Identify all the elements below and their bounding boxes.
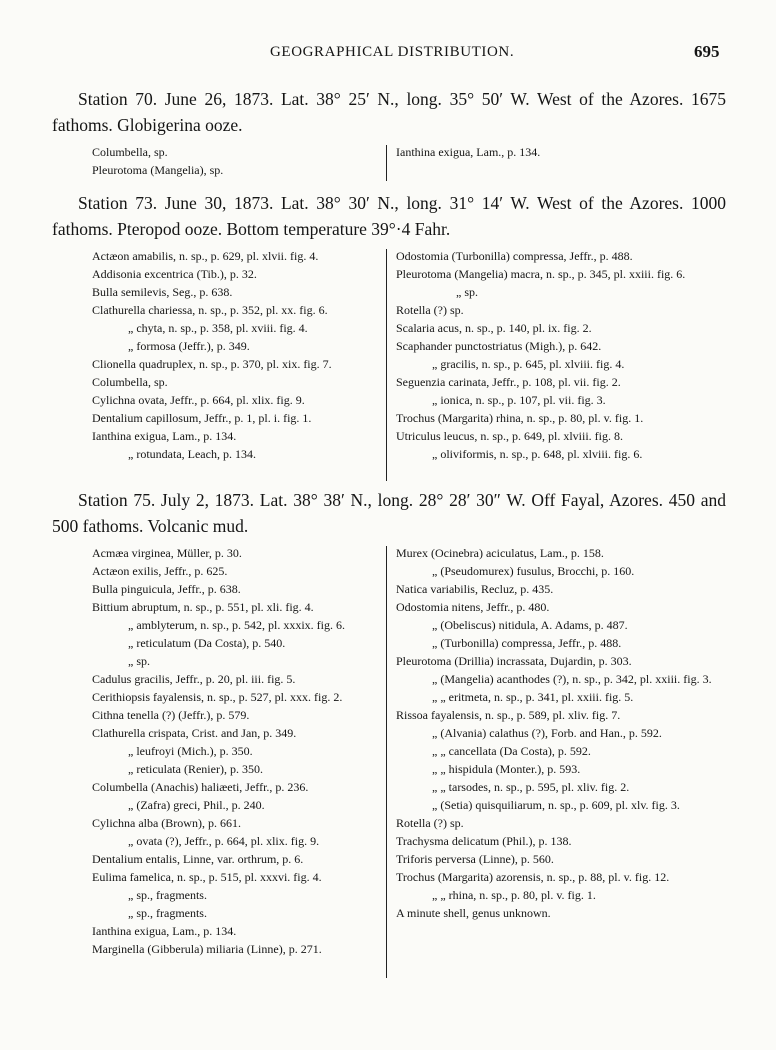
species-entry: Pleurotoma (Mangelia) macra, n. sp., p. 345, pl. xxiii. fig. 6. [396, 267, 686, 281]
species-entry: Cerithiopsis fayalensis, n. sp., p. 527, pl. xxx. fig. 2. [92, 690, 343, 704]
species-entry: Bittium abruptum, n. sp., p. 551, pl. xli. fig. 4. [92, 600, 314, 614]
species-entry: „ amblyterum, n. sp., p. 542, pl. xxxix. fig. 6. [128, 618, 345, 632]
species-entry: „ „ tarsodes, n. sp., p. 595, pl. xliv. fig. 2. [432, 780, 630, 794]
species-entry: Odostomia nitens, Jeffr., p. 480. [396, 600, 550, 614]
station-heading: Station 75. July 2, 1873. Lat. 38° 38′ N., long. 28° 28′ 30″ W. Off Fayal, Azores. 450 and 500 fathoms. Volcanic mud. [52, 490, 726, 536]
species-entry: Cylichna ovata, Jeffr., p. 664, pl. xlix. fig. 9. [92, 393, 305, 407]
species-entry: Clionella quadruplex, n. sp., p. 370, pl. xix. fig. 7. [92, 357, 332, 371]
species-entry: Columbella, sp. [92, 145, 168, 159]
species-entry: „ oliviformis, n. sp., p. 648, pl. xlviii. fig. 6. [432, 447, 643, 461]
species-entry: „ (Pseudomurex) fusulus, Brocchi, p. 160. [432, 564, 635, 578]
column-divider [386, 249, 387, 481]
right-column [396, 143, 726, 161]
column-divider [386, 145, 387, 181]
species-entry: Addisonia excentrica (Tib.), p. 32. [92, 267, 257, 281]
station-heading: Station 73. June 30, 1873. Lat. 38° 30′ N., long. 31° 14′ W. West of the Azores. 1000 fathoms. Pteropod ooze. Bottom temperature 39°·4 Fahr. [52, 193, 726, 239]
species-entry: Murex (Ocinebra) aciculatus, Lam., p. 158. [396, 546, 604, 560]
page-header [0, 44, 776, 70]
species-entry: „ (Alvania) calathus (?), Forb. and Han., p. 592. [432, 726, 662, 740]
right-column [396, 544, 726, 922]
species-entry: Acmæa virginea, Müller, p. 30. [92, 546, 242, 560]
species-entry: „ (Turbonilla) compressa, Jeffr., p. 488. [432, 636, 622, 650]
species-entry: Rotella (?) sp. [396, 303, 464, 317]
species-entry: Columbella, sp. [92, 375, 168, 389]
species-entry: Actæon exilis, Jeffr., p. 625. [92, 564, 228, 578]
species-entry: Marginella (Gibberula) miliaria (Linne), p. 271. [92, 942, 322, 956]
species-entry: Ianthina exigua, Lam., p. 134. [92, 429, 237, 443]
species-entry: Pleurotoma (Mangelia), sp. [92, 163, 224, 177]
station-heading: Station 70. June 26, 1873. Lat. 38° 25′ N., long. 35° 50′ W. West of the Azores. 1675 fathoms. Globigerina ooze. [52, 89, 726, 135]
species-entry: Utriculus leucus, n. sp., p. 649, pl. xlviii. fig. 8. [396, 429, 623, 443]
species-entry: „ chyta, n. sp., p. 358, pl. xviii. fig. 4. [128, 321, 308, 335]
species-entry: „ formosa (Jeffr.), p. 349. [128, 339, 250, 353]
species-entry: Columbella (Anachis) haliæeti, Jeffr., p. 236. [92, 780, 309, 794]
station-75-section [0, 487, 776, 956]
species-entry: Bulla pinguicula, Jeffr., p. 638. [92, 582, 241, 596]
station-70-section [0, 86, 776, 177]
species-entry: Clathurella crispata, Crist. and Jan, p. 349. [92, 726, 297, 740]
species-entry: „ sp., fragments. [128, 906, 207, 920]
species-entry: „ leufroyi (Mich.), p. 350. [128, 744, 253, 758]
species-entry: Clathurella chariessa, n. sp., p. 352, pl. xx. fig. 6. [92, 303, 328, 317]
species-entry: Actæon amabilis, n. sp., p. 629, pl. xlvii. fig. 4. [92, 249, 319, 263]
species-entry: Natica variabilis, Recluz, p. 435. [396, 582, 554, 596]
species-entry: „ (Zafra) greci, Phil., p. 240. [128, 798, 265, 812]
species-entry: Trachysma delicatum (Phil.), p. 138. [396, 834, 572, 848]
species-entry: Triforis perversa (Linne), p. 560. [396, 852, 554, 866]
species-entry: „ ionica, n. sp., p. 107, pl. vii. fig. 3. [432, 393, 606, 407]
species-entry: „ (Obeliscus) nitidula, A. Adams, p. 487. [432, 618, 628, 632]
species-entry: „ reticulatum (Da Costa), p. 540. [128, 636, 286, 650]
species-entry: „ gracilis, n. sp., p. 645, pl. xlviii. fig. 4. [432, 357, 625, 371]
page-number: 695 [694, 42, 720, 61]
species-entry: „ (Setia) quisquiliarum, n. sp., p. 609, pl. xlv. fig. 3. [432, 798, 680, 812]
species-entry: „ „ eritmeta, n. sp., p. 341, pl. xxiii. fig. 5. [432, 690, 634, 704]
species-entry: Dentalium entalis, Linne, var. orthrum, p. 6. [92, 852, 304, 866]
species-entry: „ „ cancellata (Da Costa), p. 592. [432, 744, 591, 758]
species-entry: „ (Mangelia) acanthodes (?), n. sp., p. 342, pl. xxiii. fig. 3. [432, 672, 712, 686]
species-entry: Cadulus gracilis, Jeffr., p. 20, pl. iii. fig. 5. [92, 672, 296, 686]
species-entry: „ sp. [456, 285, 478, 299]
species-entry: Trochus (Margarita) azorensis, n. sp., p. 88, pl. v. fig. 12. [396, 870, 670, 884]
species-entry: Bulla semilevis, Seg., p. 638. [92, 285, 233, 299]
species-entry: Pleurotoma (Drillia) incrassata, Dujardin, p. 303. [396, 654, 632, 668]
species-entry: „ ovata (?), Jeffr., p. 664, pl. xlix. fig. 9. [128, 834, 320, 848]
species-entry: Scalaria acus, n. sp., p. 140, pl. ix. fig. 2. [396, 321, 592, 335]
left-column [92, 143, 380, 179]
species-entry: „ rotundata, Leach, p. 134. [128, 447, 256, 461]
species-entry: Rissoa fayalensis, n. sp., p. 589, pl. xliv. fig. 7. [396, 708, 621, 722]
running-head: GEOGRAPHICAL DISTRIBUTION. [270, 44, 515, 60]
station-73-section [0, 190, 776, 461]
column-divider [386, 546, 387, 978]
species-entry: Ianthina exigua, Lam., p. 134. [92, 924, 237, 938]
species-entry: Seguenzia carinata, Jeffr., p. 108, pl. vii. fig. 2. [396, 375, 621, 389]
left-column [92, 247, 380, 463]
species-entry: A minute shell, genus unknown. [396, 906, 551, 920]
species-entry: „ „ rhina, n. sp., p. 80, pl. v. fig. 1. [432, 888, 596, 902]
species-entry: Ianthina exigua, Lam., p. 134. [396, 145, 541, 159]
species-entry: Scaphander punctostriatus (Migh.), p. 642. [396, 339, 602, 353]
species-entry: „ reticulata (Renier), p. 350. [128, 762, 263, 776]
left-column [92, 544, 380, 958]
species-entry: Cylichna alba (Brown), p. 661. [92, 816, 241, 830]
species-entry: Cithna tenella (?) (Jeffr.), p. 579. [92, 708, 250, 722]
species-entry: Trochus (Margarita) rhina, n. sp., p. 80, pl. v. fig. 1. [396, 411, 644, 425]
species-entry: „ sp., fragments. [128, 888, 207, 902]
species-entry: Dentalium capillosum, Jeffr., p. 1, pl. i. fig. 1. [92, 411, 312, 425]
species-entry: Odostomia (Turbonilla) compressa, Jeffr., p. 488. [396, 249, 633, 263]
species-entry: „ sp. [128, 654, 150, 668]
species-entry: Eulima famelica, n. sp., p. 515, pl. xxxvi. fig. 4. [92, 870, 322, 884]
species-entry: „ „ hispidula (Monter.), p. 593. [432, 762, 581, 776]
right-column [396, 247, 726, 463]
species-entry: Rotella (?) sp. [396, 816, 464, 830]
